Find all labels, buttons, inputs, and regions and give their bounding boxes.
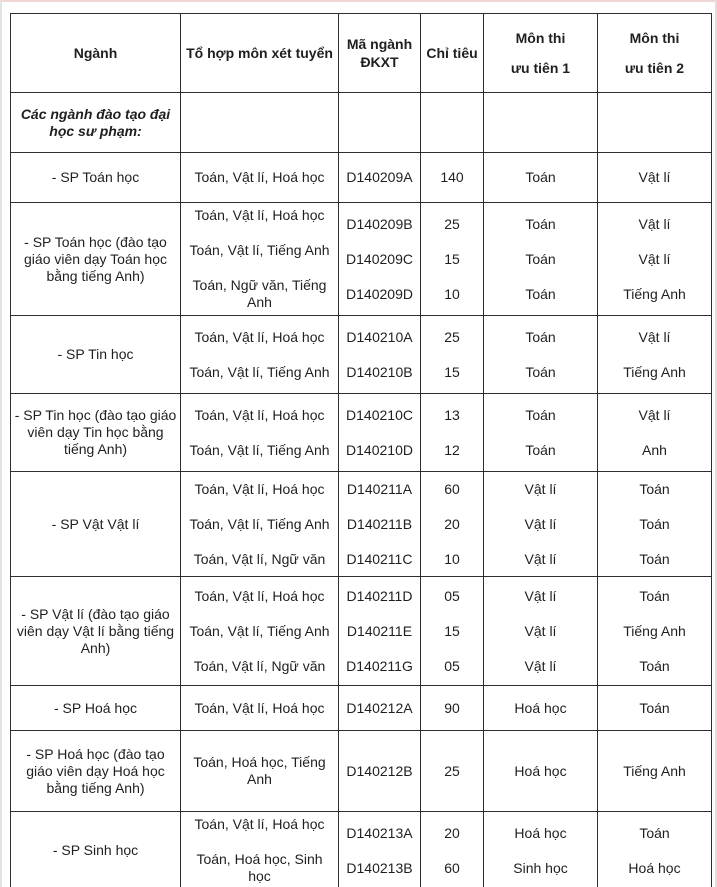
column-header-chi_tieu xyxy=(421,14,484,93)
uu-tien-1-cell xyxy=(484,731,598,812)
column-header-ma_nganh xyxy=(339,14,421,93)
chi-tieu-text: 05 xyxy=(444,587,460,604)
chi-tieu-cell xyxy=(421,153,484,203)
section-label: Các ngành đào tạo đại học sư phạm: xyxy=(20,105,171,139)
ma-nganh-cell xyxy=(339,394,421,472)
to-hop-cell xyxy=(181,316,339,394)
uu-tien-2-text: Tiếng Anh xyxy=(623,363,686,380)
ma-nganh-text: D140209D xyxy=(346,285,413,302)
uu-tien-2-text: Vật lí xyxy=(638,250,671,267)
nganh-text: - SP Hoá học xyxy=(53,699,137,716)
uu-tien-1-text: Toán xyxy=(525,215,556,232)
uu-tien-1-text: Sinh học xyxy=(513,859,568,876)
ma-nganh-text: D140211D xyxy=(346,587,413,604)
column-header-text: Môn thi xyxy=(629,29,680,46)
to-hop-cell xyxy=(181,577,339,686)
chi-tieu-text: 13 xyxy=(444,406,460,423)
uu-tien-1-text: Hoá học xyxy=(514,699,567,716)
chi-tieu-cell xyxy=(421,577,484,686)
nganh-cell xyxy=(11,394,181,472)
chi-tieu-text: 60 xyxy=(444,859,460,876)
uu-tien-2-text: Vật lí xyxy=(638,215,671,232)
table-row xyxy=(11,153,712,203)
to-hop-text: Toán, Vật lí, Hoá học xyxy=(194,406,325,423)
chi-tieu-cell xyxy=(421,316,484,394)
nganh-text: - SP Sinh học xyxy=(52,842,139,858)
chi-tieu-cell xyxy=(421,472,484,577)
chi-tieu-cell xyxy=(421,394,484,472)
uu-tien-2-cell xyxy=(598,472,712,577)
column-header-text: ĐKXT xyxy=(360,53,399,70)
column-header-uu_tien_1 xyxy=(484,14,598,93)
uu-tien-2-text: Toán xyxy=(639,515,670,532)
ma-nganh-cell xyxy=(339,203,421,316)
uu-tien-1-text: Toán xyxy=(525,328,556,345)
chi-tieu-text: 10 xyxy=(444,550,460,567)
nganh-cell xyxy=(11,731,181,812)
uu-tien-1-text: Vật lí xyxy=(524,622,557,639)
ma-nganh-text: D140209B xyxy=(346,215,413,232)
uu-tien-2-cell xyxy=(598,316,712,394)
ma-nganh-text: D140211B xyxy=(346,515,413,532)
chi-tieu-cell xyxy=(421,203,484,316)
ma-nganh-text: D140213A xyxy=(346,824,413,841)
to-hop-text: Toán, Ngữ văn, Tiếng Anh xyxy=(192,277,327,310)
nganh-text: - SP Vật lí (đào tạo giáo viên dạy Vật lí bằng tiếng Anh) xyxy=(16,605,175,656)
empty-cell xyxy=(421,93,484,153)
nganh-cell xyxy=(11,686,181,731)
to-hop-text: Toán, Hoá học, Tiếng Anh xyxy=(193,754,326,787)
table-row xyxy=(11,812,712,887)
nganh-text: - SP Hoá học (đào tạo giáo viên dạy Hoá học bằng tiếng Anh) xyxy=(26,745,165,796)
uu-tien-1-text: Vật lí xyxy=(524,550,557,567)
table-row xyxy=(11,316,712,394)
uu-tien-2-text: Anh xyxy=(642,441,667,458)
chi-tieu-text: 15 xyxy=(444,363,460,380)
table-row xyxy=(11,686,712,731)
to-hop-text: Toán, Vật lí, Tiếng Anh xyxy=(189,515,330,532)
uu-tien-2-cell xyxy=(598,686,712,731)
uu-tien-1-cell xyxy=(484,686,598,731)
nganh-cell xyxy=(11,316,181,394)
ma-nganh-text: D140210A xyxy=(346,328,413,345)
section-label-cell xyxy=(11,93,181,153)
ma-nganh-cell xyxy=(339,686,421,731)
chi-tieu-text: 20 xyxy=(444,515,460,532)
uu-tien-2-cell xyxy=(598,203,712,316)
ma-nganh-text: D140209A xyxy=(346,169,413,185)
table-row xyxy=(11,577,712,686)
uu-tien-1-text: Vật lí xyxy=(524,657,557,674)
to-hop-text: Toán, Vật lí, Tiếng Anh xyxy=(189,242,330,258)
to-hop-cell xyxy=(181,203,339,316)
empty-cell xyxy=(598,93,712,153)
chi-tieu-text: 25 xyxy=(444,762,460,779)
column-header-text: Mã ngành xyxy=(346,35,413,52)
uu-tien-1-text: Toán xyxy=(525,441,556,458)
column-header-text: Chỉ tiêu xyxy=(426,44,478,61)
ma-nganh-text: D140211C xyxy=(346,550,413,567)
chi-tieu-text: 60 xyxy=(444,480,460,497)
to-hop-text: Toán, Vật lí, Hoá học xyxy=(194,328,325,345)
nganh-text: - SP Tin học xyxy=(57,346,134,362)
ma-nganh-cell xyxy=(339,316,421,394)
uu-tien-2-text: Hoá học xyxy=(628,859,681,876)
to-hop-text: Toán, Vật lí, Hoá học xyxy=(194,587,325,604)
nganh-cell xyxy=(11,203,181,316)
nganh-text: - SP Toán học xyxy=(51,169,140,185)
ma-nganh-text: D140210D xyxy=(346,441,413,458)
column-header-to_hop xyxy=(181,14,339,93)
to-hop-text: Toán, Vật lí, Hoá học xyxy=(194,699,325,716)
uu-tien-1-text: Hoá học xyxy=(514,762,567,779)
uu-tien-2-text: Vật lí xyxy=(638,328,671,345)
uu-tien-1-cell xyxy=(484,316,598,394)
to-hop-text: Toán, Vật lí, Ngữ văn xyxy=(193,657,326,674)
to-hop-text: Toán, Vật lí, Tiếng Anh xyxy=(189,441,330,458)
uu-tien-2-text: Toán xyxy=(639,824,670,841)
uu-tien-1-cell xyxy=(484,812,598,887)
to-hop-text: Toán, Vật lí, Hoá học xyxy=(194,169,325,185)
uu-tien-2-text: Toán xyxy=(639,550,670,567)
to-hop-text: Toán, Vật lí, Hoá học xyxy=(194,207,325,223)
ma-nganh-cell xyxy=(339,577,421,686)
uu-tien-2-text: Tiếng Anh xyxy=(623,622,686,639)
column-header-text: Môn thi xyxy=(515,29,566,46)
column-header-nganh xyxy=(11,14,181,93)
uu-tien-2-text: Toán xyxy=(639,587,670,604)
uu-tien-2-cell xyxy=(598,153,712,203)
empty-cell xyxy=(181,93,339,153)
uu-tien-2-text: Toán xyxy=(639,480,670,497)
table-row xyxy=(11,472,712,577)
column-header-text: ưu tiên 2 xyxy=(624,59,685,76)
to-hop-text: Toán, Hoá học, Sinh học xyxy=(196,851,323,884)
uu-tien-2-text: Tiếng Anh xyxy=(623,285,686,302)
chi-tieu-text: 15 xyxy=(444,250,460,267)
ma-nganh-text: D140210C xyxy=(346,406,413,423)
chi-tieu-text: 90 xyxy=(444,699,460,716)
uu-tien-1-text: Toán xyxy=(525,250,556,267)
uu-tien-2-cell xyxy=(598,812,712,887)
uu-tien-2-text: Vật lí xyxy=(638,406,671,423)
ma-nganh-cell xyxy=(339,812,421,887)
nganh-text: - SP Vật Vật lí xyxy=(51,515,140,532)
to-hop-cell xyxy=(181,153,339,203)
uu-tien-2-cell xyxy=(598,394,712,472)
ma-nganh-cell xyxy=(339,731,421,812)
column-header-text: ưu tiên 1 xyxy=(510,59,571,76)
to-hop-text: Toán, Vật lí, Hoá học xyxy=(194,480,325,497)
nganh-cell xyxy=(11,577,181,686)
uu-tien-1-text: Hoá học xyxy=(514,824,567,841)
to-hop-cell xyxy=(181,812,339,887)
uu-tien-2-cell xyxy=(598,731,712,812)
admissions-table xyxy=(10,13,712,887)
uu-tien-1-cell xyxy=(484,203,598,316)
ma-nganh-text: D140211E xyxy=(346,622,413,639)
chi-tieu-text: 20 xyxy=(444,824,460,841)
uu-tien-2-cell xyxy=(598,577,712,686)
header-row xyxy=(11,14,712,93)
uu-tien-1-text: Toán xyxy=(525,169,556,185)
to-hop-text: Toán, Vật lí, Tiếng Anh xyxy=(189,363,330,380)
nganh-text: - SP Toán học (đào tạo giáo viên dạy Toán học bằng tiếng Anh) xyxy=(24,233,167,284)
to-hop-text: Toán, Vật lí, Ngữ văn xyxy=(193,550,326,567)
uu-tien-2-text: Tiếng Anh xyxy=(623,762,686,779)
to-hop-cell xyxy=(181,686,339,731)
chi-tieu-cell xyxy=(421,686,484,731)
empty-cell xyxy=(484,93,598,153)
uu-tien-1-cell xyxy=(484,153,598,203)
uu-tien-1-cell xyxy=(484,394,598,472)
uu-tien-1-cell xyxy=(484,577,598,686)
uu-tien-1-text: Vật lí xyxy=(524,515,557,532)
ma-nganh-text: D140210B xyxy=(346,363,413,380)
chi-tieu-cell xyxy=(421,731,484,812)
chi-tieu-text: 140 xyxy=(440,169,464,185)
nganh-text: - SP Tin học (đào tạo giáo viên dạy Tin học bằng tiếng Anh) xyxy=(14,407,177,457)
to-hop-cell xyxy=(181,472,339,577)
uu-tien-2-text: Toán xyxy=(639,657,670,674)
uu-tien-1-text: Toán xyxy=(525,406,556,423)
empty-cell xyxy=(339,93,421,153)
ma-nganh-text: D140212B xyxy=(346,762,413,779)
ma-nganh-text: D140212A xyxy=(346,699,413,716)
section-row xyxy=(11,93,712,153)
table-row xyxy=(11,203,712,316)
table-row xyxy=(11,731,712,812)
uu-tien-1-text: Vật lí xyxy=(524,587,557,604)
table-row xyxy=(11,394,712,472)
nganh-cell xyxy=(11,472,181,577)
ma-nganh-text: D140213B xyxy=(346,859,413,876)
uu-tien-2-text: Toán xyxy=(639,699,670,716)
to-hop-text: Toán, Vật lí, Tiếng Anh xyxy=(189,622,330,639)
chi-tieu-text: 25 xyxy=(444,215,460,232)
column-header-text: Ngành xyxy=(73,44,118,61)
nganh-cell xyxy=(11,153,181,203)
to-hop-cell xyxy=(181,731,339,812)
ma-nganh-text: D140211G xyxy=(346,657,413,674)
nganh-cell xyxy=(11,812,181,887)
chi-tieu-text: 25 xyxy=(444,328,460,345)
ma-nganh-text: D140209C xyxy=(346,250,413,267)
to-hop-cell xyxy=(181,394,339,472)
chi-tieu-text: 12 xyxy=(444,441,460,458)
uu-tien-2-text: Vật lí xyxy=(638,169,671,185)
column-header-text: Tổ hợp môn xét tuyển xyxy=(186,44,333,61)
column-header-uu_tien_2 xyxy=(598,14,712,93)
chi-tieu-cell xyxy=(421,812,484,887)
chi-tieu-text: 15 xyxy=(444,622,460,639)
uu-tien-1-text: Toán xyxy=(525,285,556,302)
to-hop-text: Toán, Vật lí, Hoá học xyxy=(194,816,325,832)
uu-tien-1-cell xyxy=(484,472,598,577)
ma-nganh-text: D140211A xyxy=(346,480,413,497)
ma-nganh-cell xyxy=(339,153,421,203)
ma-nganh-cell xyxy=(339,472,421,577)
chi-tieu-text: 10 xyxy=(444,285,460,302)
uu-tien-1-text: Vật lí xyxy=(524,480,557,497)
uu-tien-1-text: Toán xyxy=(525,363,556,380)
chi-tieu-text: 05 xyxy=(444,657,460,674)
